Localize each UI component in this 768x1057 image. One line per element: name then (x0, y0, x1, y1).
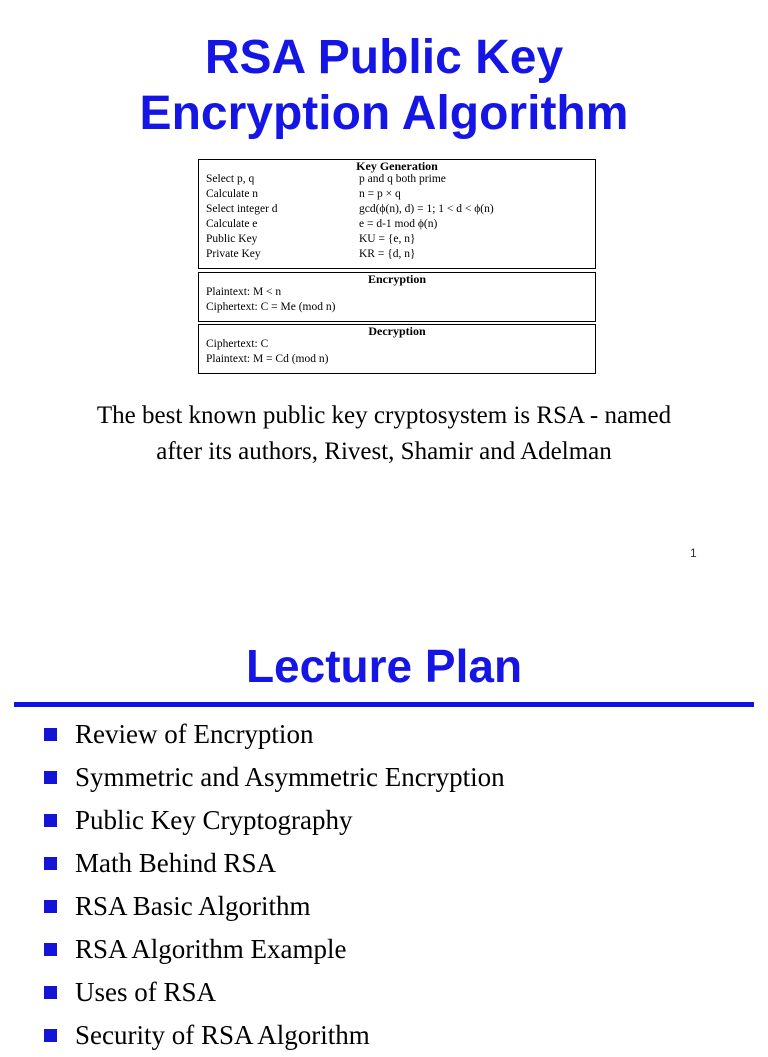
slide-title (0, 30, 768, 142)
key-generation-value: KU = {e, n} (359, 233, 416, 245)
lecture-plan-item (44, 713, 505, 756)
square-bullet-icon (44, 771, 57, 784)
lecture-plan-item (44, 971, 505, 1014)
key-generation-label: Calculate e (206, 218, 258, 230)
key-generation-row (199, 247, 595, 262)
lecture-plan-item-text: RSA Basic Algorithm (75, 891, 311, 921)
lecture-plan-item-text: Math Behind RSA (75, 848, 277, 878)
lecture-plan-item (44, 756, 505, 799)
lecture-plan-title: Lecture Plan (245, 640, 523, 692)
encryption-box (198, 272, 596, 322)
lecture-plan-item (44, 1014, 505, 1057)
encryption-ciphertext: Ciphertext: C = Me (mod n) (206, 301, 336, 313)
key-generation-label: Public Key (206, 233, 258, 245)
square-bullet-icon (44, 857, 57, 870)
key-generation-row (199, 217, 595, 232)
key-generation-label: Select p, q (206, 173, 255, 185)
lecture-plan-item-text: Symmetric and Asymmetric Encryption (75, 762, 505, 792)
key-generation-value: p and q both prime (359, 173, 446, 185)
decryption-header: Decryption (368, 324, 426, 338)
key-generation-row (199, 232, 595, 247)
decryption-plaintext: Plaintext: M = Cd (mod n) (206, 353, 329, 365)
lecture-plan-item-text: Uses of RSA (75, 977, 217, 1007)
key-generation-label: Calculate n (206, 188, 259, 200)
slide-title-line-2: Encryption Algorithm (139, 87, 629, 140)
lecture-plan-item (44, 799, 505, 842)
title-divider (14, 702, 754, 707)
square-bullet-icon (44, 943, 57, 956)
page-number: 1 (690, 546, 697, 560)
square-bullet-icon (44, 1029, 57, 1042)
lecture-plan-item-text: Review of Encryption (75, 719, 314, 749)
decryption-ciphertext: Ciphertext: C (206, 338, 269, 350)
lecture-plan-item-text: RSA Algorithm Example (75, 934, 347, 964)
key-generation-label: Private Key (206, 248, 261, 260)
key-generation-row (199, 187, 595, 202)
key-generation-value: e = d-1 mod ϕ(n) (359, 218, 438, 230)
square-bullet-icon (44, 900, 57, 913)
lecture-plan-list (44, 713, 505, 1057)
key-generation-row (199, 172, 595, 187)
key-generation-rows (199, 172, 595, 262)
description-text: The best known public key cryptosystem is RSA - named after its authors, Rivest, Shamir and Adelman (96, 402, 672, 465)
lecture-plan-item-text: Public Key Cryptography (75, 805, 353, 835)
lecture-plan-item (44, 842, 505, 885)
lecture-plan-item (44, 928, 505, 971)
key-generation-box (198, 159, 596, 269)
encryption-plaintext: Plaintext: M < n (206, 286, 282, 298)
key-generation-header: Key Generation (356, 159, 438, 173)
key-generation-row (199, 202, 595, 217)
key-generation-value: n = p × q (359, 188, 401, 200)
decryption-box (198, 324, 596, 374)
key-generation-label: Select integer d (206, 203, 278, 215)
slide-title-line-1: RSA Public Key (204, 31, 564, 84)
square-bullet-icon (44, 728, 57, 741)
lecture-plan-item-text: Security of RSA Algorithm (75, 1020, 370, 1050)
square-bullet-icon (44, 986, 57, 999)
key-generation-value: KR = {d, n} (359, 248, 416, 260)
encryption-header: Encryption (367, 272, 426, 286)
lecture-plan-item (44, 885, 505, 928)
square-bullet-icon (44, 814, 57, 827)
key-generation-value: gcd(ϕ(n), d) = 1; 1 < d < ϕ(n) (359, 203, 494, 215)
